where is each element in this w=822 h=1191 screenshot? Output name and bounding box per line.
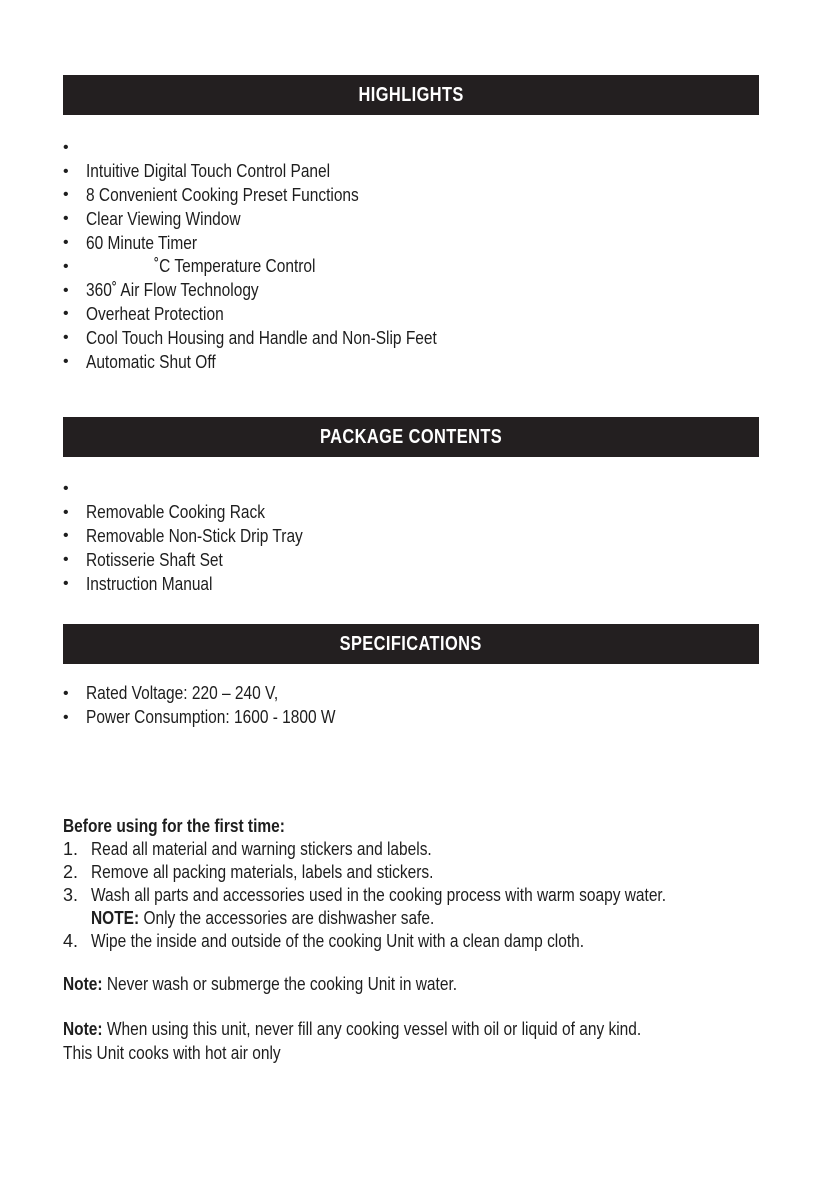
list-item: • Intuitive Digital Touch Control Panel — [63, 161, 331, 182]
list-item: • Instruction Manual — [63, 573, 213, 594]
step-note: NOTE: Only the accessories are dishwasher safe. — [91, 908, 435, 928]
list-item: • 8 Convenient Cooking Preset Functions — [63, 184, 359, 205]
package-contents-title: PACKAGE CONTENTS — [319, 425, 503, 448]
list-item: • 60 Minute Timer — [63, 232, 197, 253]
highlights-header — [63, 75, 759, 115]
list-item: • Removable Non-Stick Drip Tray — [63, 525, 303, 546]
first-time-steps — [63, 838, 760, 953]
highlights-list — [63, 136, 494, 374]
step-item: 2. Remove all packing materials, labels and stickers. — [63, 862, 434, 882]
list-item: • Automatic Shut Off — [63, 351, 216, 372]
list-item: • Rotisserie Shaft Set — [63, 549, 223, 570]
specifications-header — [63, 624, 759, 664]
list-item: • — [63, 479, 69, 497]
list-item: • Overheat Protection — [63, 303, 224, 324]
note-oil-line2: This Unit cooks with hot air only — [63, 1043, 281, 1063]
step-item: 3. Wash all parts and accessories used in the cooking process with warm soapy water. — [63, 885, 667, 905]
step-item: 4. Wipe the inside and outside of the cooking Unit with a clean damp cloth. — [63, 931, 585, 951]
first-time-heading: Before using for the first time: — [63, 816, 285, 836]
list-item: • ˚C Temperature Control — [63, 256, 316, 277]
list-item: • Clear Viewing Window — [63, 208, 241, 229]
specifications-list — [63, 682, 376, 730]
list-item: • Rated Voltage: 220 – 240 V, — [63, 683, 279, 704]
note-oil: Note: When using this unit, never fill any cooking vessel with oil or liquid of any kind. — [63, 1019, 642, 1039]
note-wash: Note: Never wash or submerge the cooking Unit in water. — [63, 974, 458, 994]
package-contents-header — [63, 417, 759, 457]
list-item: • — [63, 138, 69, 156]
specifications-title: SPECIFICATIONS — [339, 632, 483, 655]
highlights-title: HIGHLIGHTS — [358, 83, 464, 106]
list-item: • 360˚ Air Flow Technology — [63, 280, 259, 301]
list-item: • Cool Touch Housing and Handle and Non-Slip Feet — [63, 327, 437, 348]
package-contents-list — [63, 477, 338, 596]
step-item: 1. Read all material and warning stickers and labels. — [63, 839, 432, 859]
list-item: • Power Consumption: 1600 - 1800 W — [63, 707, 336, 728]
list-item: • Removable Cooking Rack — [63, 502, 265, 523]
